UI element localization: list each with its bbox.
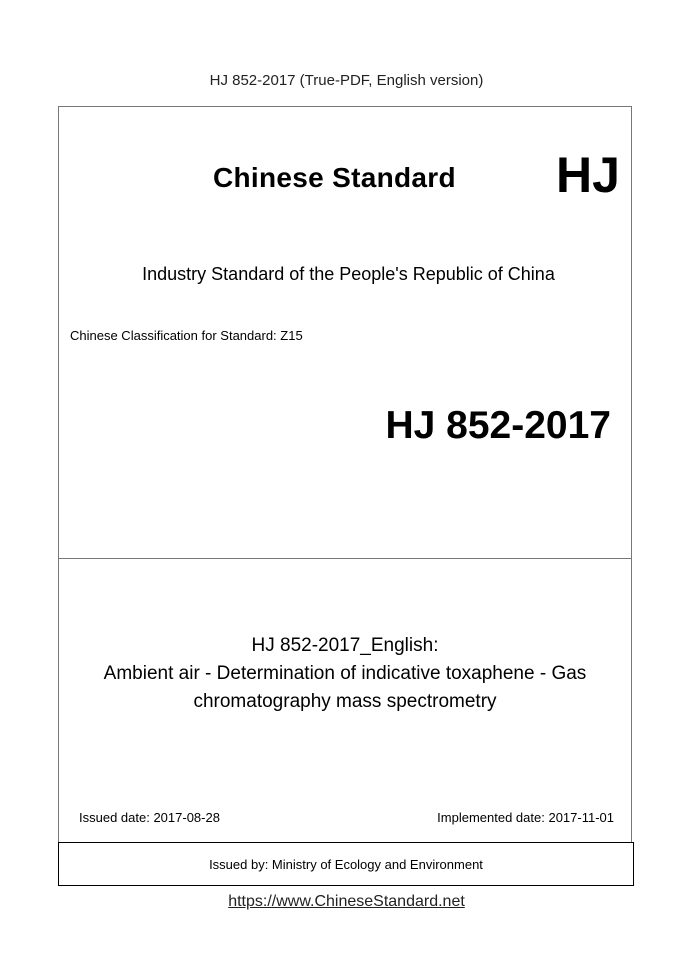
title-line-1: HJ 852-2017_English:: [251, 635, 439, 656]
standard-number: HJ 852-2017: [385, 404, 611, 447]
implemented-date: Implemented date: 2017-11-01: [437, 810, 614, 825]
industry-standard-line: Industry Standard of the People's Republic of China: [142, 264, 555, 284]
footer: [0, 893, 693, 911]
classification-line: Chinese Classification for Standard: Z15: [70, 328, 303, 343]
website-link[interactable]: https://www.ChineseStandard.net: [228, 893, 465, 910]
title-line-2: Ambient air - Determination of indicative toxaphene - Gas: [103, 663, 587, 684]
issued-date: Issued date: 2017-08-28: [79, 810, 220, 825]
document-title: [58, 632, 632, 716]
issuer-text: Issued by: Ministry of Ecology and Environment: [209, 856, 483, 872]
title-line-3: chromatography mass spectrometry: [193, 691, 497, 712]
standard-mark: HJ: [556, 147, 620, 203]
document-header-title: HJ 852-2017 (True-PDF, English version): [209, 72, 484, 89]
issuer-box: [58, 842, 634, 886]
cover-heading: Chinese Standard: [213, 162, 456, 193]
